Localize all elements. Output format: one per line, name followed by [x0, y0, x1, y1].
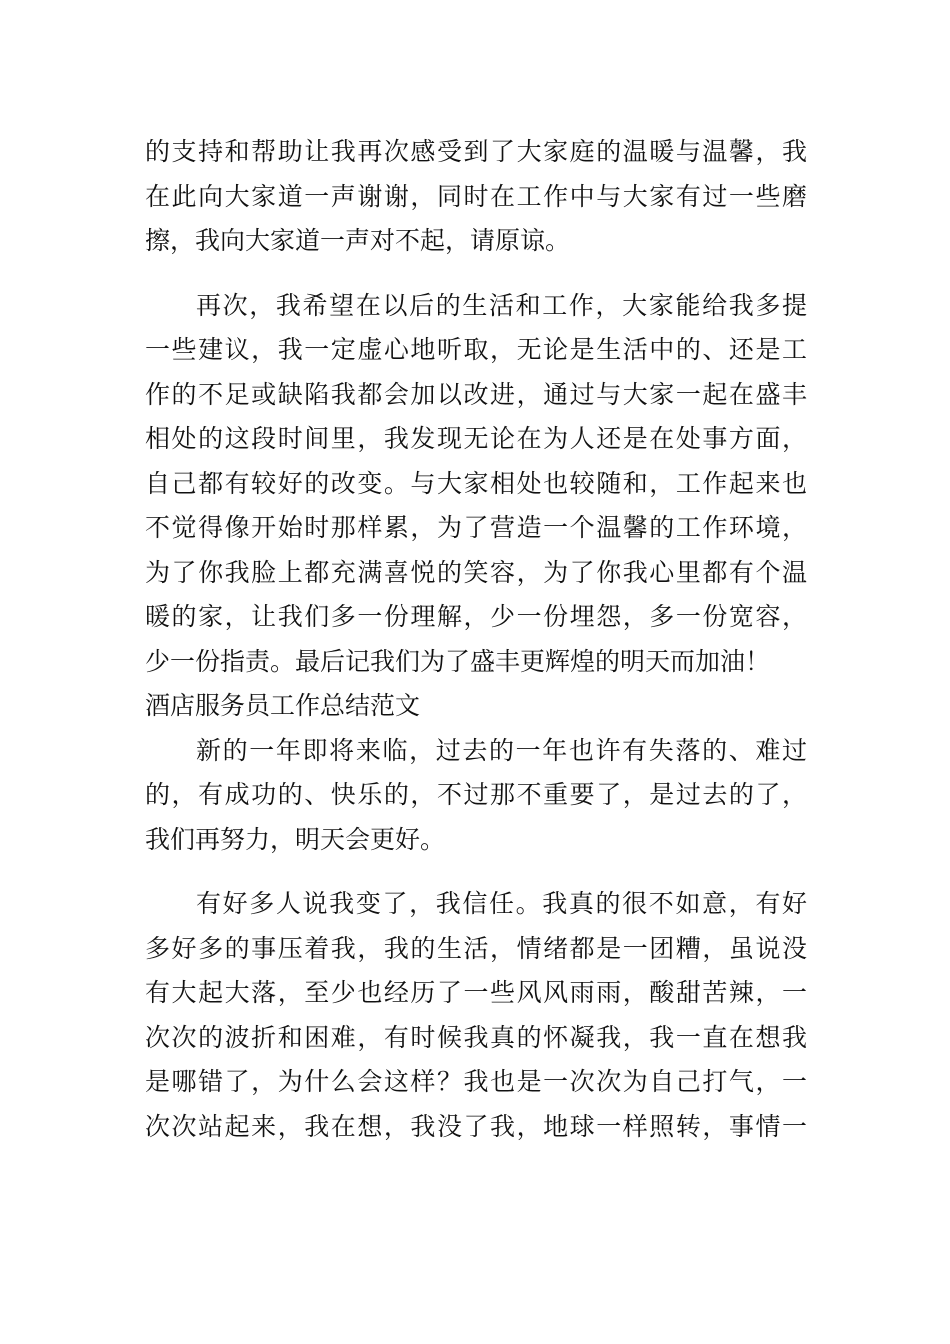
paragraph-gap [145, 264, 807, 284]
document-body [145, 130, 807, 1149]
section-heading: 酒店服务员工作总结范文 [145, 691, 421, 720]
text-line: 的，有成功的、快乐的，不过那不重要了，是过去的了， [145, 780, 807, 809]
text-line: 的支持和帮助让我再次感受到了大家庭的温暖与温馨，我 [145, 137, 807, 166]
text-line: 作的不足或缺陷我都会加以改进，通过与大家一起在盛丰 [145, 379, 807, 409]
text-line: 暖的家，让我们多一份理解，少一份埋怨，多一份宽容， [145, 602, 807, 631]
text-line: 相处的这段时间里，我发现无论在为人还是在处事方面， [145, 424, 807, 453]
text-line: 我们再努力，明天会更好。 [145, 824, 446, 854]
text-line: 不觉得像开始时那样累，为了营造一个温馨的工作环境， [145, 513, 807, 542]
text-line: 擦，我向大家道一声对不起，请原谅。 [145, 226, 571, 255]
text-line: 自己都有较好的改变。与大家相处也较随和，工作起来也 [145, 468, 807, 498]
text-line: 是哪错了，为什么会这样？我也是一次次为自己打气，一 [145, 1067, 807, 1096]
text-line: 次次站起来，我在想，我没了我，地球一样照转，事情一 [145, 1111, 807, 1141]
text-line: 为了你我脸上都充满喜悦的笑容，为了你我心里都有个温 [145, 557, 807, 587]
text-line: 多好多的事压着我，我的生活，情绪都是一团糟，虽说没 [145, 933, 807, 963]
text-line: 在此向大家道一声谢谢，同时在工作中与大家有过一些磨 [145, 181, 807, 211]
text-line: 少一份指责。最后记我们为了盛丰更辉煌的明天而加油！ [145, 646, 771, 676]
paragraph-gap [145, 862, 807, 882]
text-line: 一些建议，我一定虚心地听取，无论是生活中的、还是工 [145, 335, 807, 364]
text-line: 再次，我希望在以后的生活和工作，大家能给我多提 [196, 290, 807, 320]
text-line: 次次的波折和困难，有时候我真的怀凝我，我一直在想我 [145, 1022, 807, 1052]
text-line: 新的一年即将来临，过去的一年也许有失落的、难过 [196, 735, 807, 765]
text-line: 有大起大落，至少也经历了一些风风雨雨，酸甜苦辣，一 [145, 978, 807, 1007]
text-line: 有好多人说我变了，我信任。我真的很不如意，有好 [196, 889, 807, 918]
